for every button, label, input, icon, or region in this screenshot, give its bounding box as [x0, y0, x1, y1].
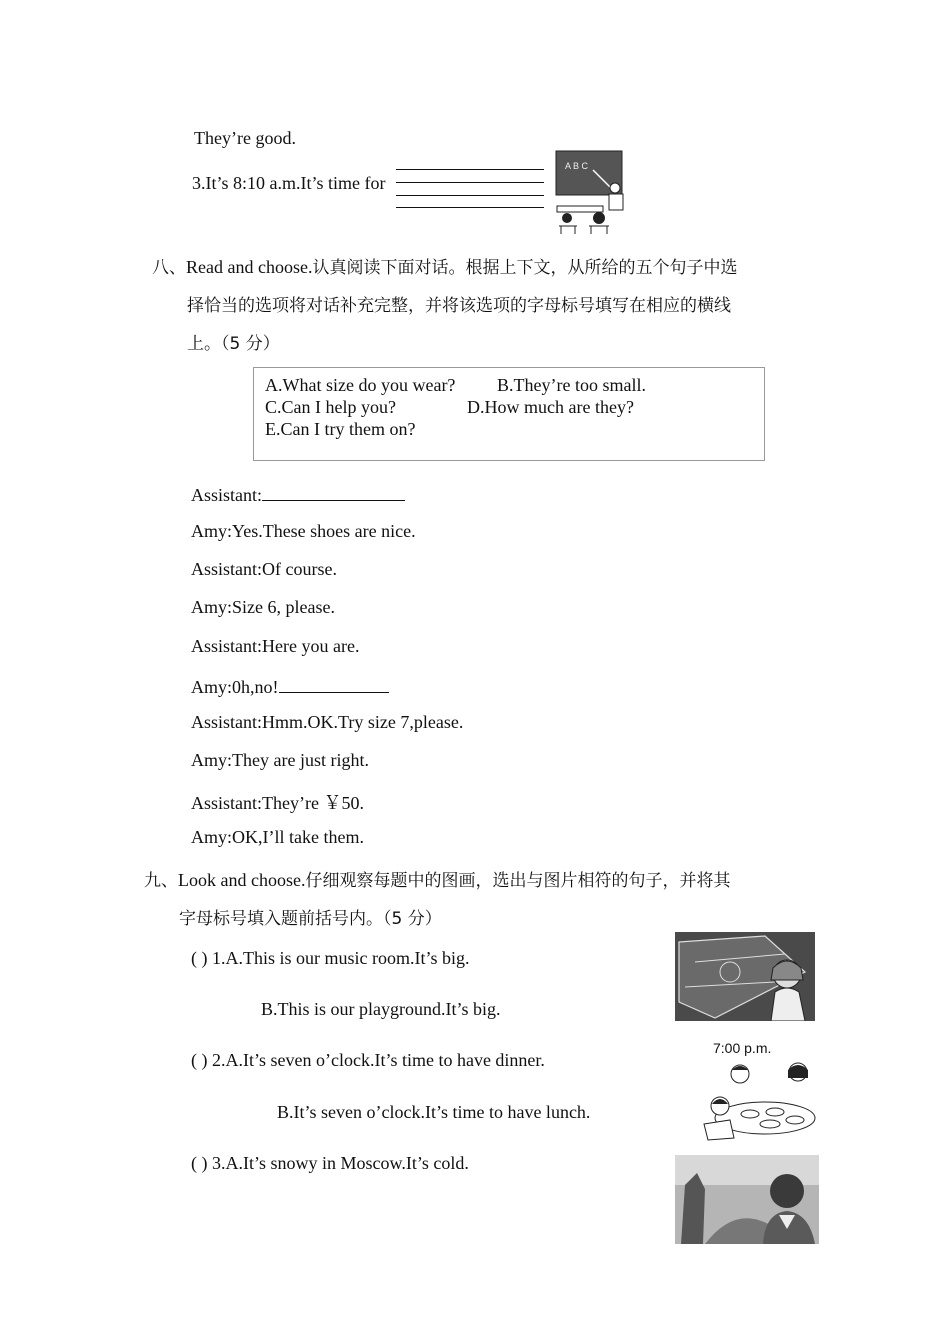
option-text: B.This is our playground.It’s big. — [261, 999, 501, 1019]
section-8-heading — [152, 253, 737, 278]
section-instruction: 上。（5 分） — [187, 334, 280, 354]
option-c: C.Can I help you? — [265, 397, 396, 417]
section-instruction: 仔细观察每题中的图画，选出与图片相符的句子，并将其 — [305, 871, 731, 891]
section-number: 九、 — [144, 871, 178, 891]
time-label: 7:00 p.m. — [713, 1040, 772, 1056]
answer-bracket[interactable]: ( ) — [191, 948, 208, 968]
question-1 — [191, 948, 470, 969]
option-b: B.They’re too small. — [497, 375, 646, 395]
dialogue-line: Amy:Size 6, please. — [191, 597, 335, 617]
answer-blank[interactable] — [262, 482, 405, 501]
question-3-text: 3.It’s 8:10 a.m.It’s time for — [192, 173, 386, 193]
classroom-illustration — [553, 148, 628, 234]
dialogue-line: Assistant:Of course. — [191, 559, 337, 579]
playground-illustration — [675, 932, 815, 1021]
option-a: A.What size do you wear? — [265, 375, 456, 395]
answer-line[interactable] — [396, 207, 544, 208]
dinner-illustration — [700, 1058, 820, 1142]
answer-blank[interactable] — [279, 674, 389, 693]
dialogue-line: Assistant:Hmm.OK.Try size 7,please. — [191, 712, 464, 732]
dialogue-line: Assistant:They’re ￥50. — [191, 793, 364, 813]
section-instruction: 择恰当的选项将对话补充完整，并将该选项的字母标号填写在相应的横线 — [187, 296, 731, 316]
answer-line[interactable] — [396, 169, 544, 170]
answer-bracket[interactable]: ( ) — [191, 1050, 208, 1070]
dialogue-line: Amy:Yes.These shoes are nice. — [191, 521, 416, 541]
dialogue-line: Amy:OK,I’ll take them. — [191, 827, 364, 847]
section-instruction: 认真阅读下面对话。根据上下文，从所给的五个句子中选 — [312, 258, 738, 278]
dialogue-line: Assistant: — [191, 482, 405, 506]
answer-line[interactable] — [396, 182, 544, 183]
dialogue-line: Amy:0h,no! — [191, 674, 389, 698]
section-title: Look and choose. — [178, 870, 306, 890]
answer-bracket[interactable]: ( ) — [191, 1153, 208, 1173]
section-title: Read and choose. — [186, 257, 313, 277]
section-9-heading — [144, 866, 730, 891]
blackboard-text: A B C — [565, 161, 589, 171]
option-text: 2.A.It’s seven o’clock.It’s time to have dinner. — [212, 1050, 545, 1070]
dialogue-line: Assistant:Here you are. — [191, 636, 360, 656]
option-text: 3.A.It’s snowy in Moscow.It’s cold. — [212, 1153, 469, 1173]
section-instruction: 字母标号填入题前括号内。（5 分） — [179, 909, 442, 929]
dialogue-line: Amy:They are just right. — [191, 750, 369, 770]
option-text: 1.A.This is our music room.It’s big. — [212, 948, 470, 968]
city-illustration — [675, 1155, 819, 1244]
section-number: 八、 — [152, 258, 186, 278]
question-2 — [191, 1050, 545, 1071]
option-e: E.Can I try them on? — [265, 419, 416, 439]
option-d: D.How much are they? — [467, 397, 634, 417]
previous-answer: They’re good. — [194, 128, 296, 148]
answer-line[interactable] — [396, 195, 544, 196]
option-text: B.It’s seven o’clock.It’s time to have lunch. — [277, 1102, 591, 1122]
question-3 — [191, 1153, 469, 1174]
